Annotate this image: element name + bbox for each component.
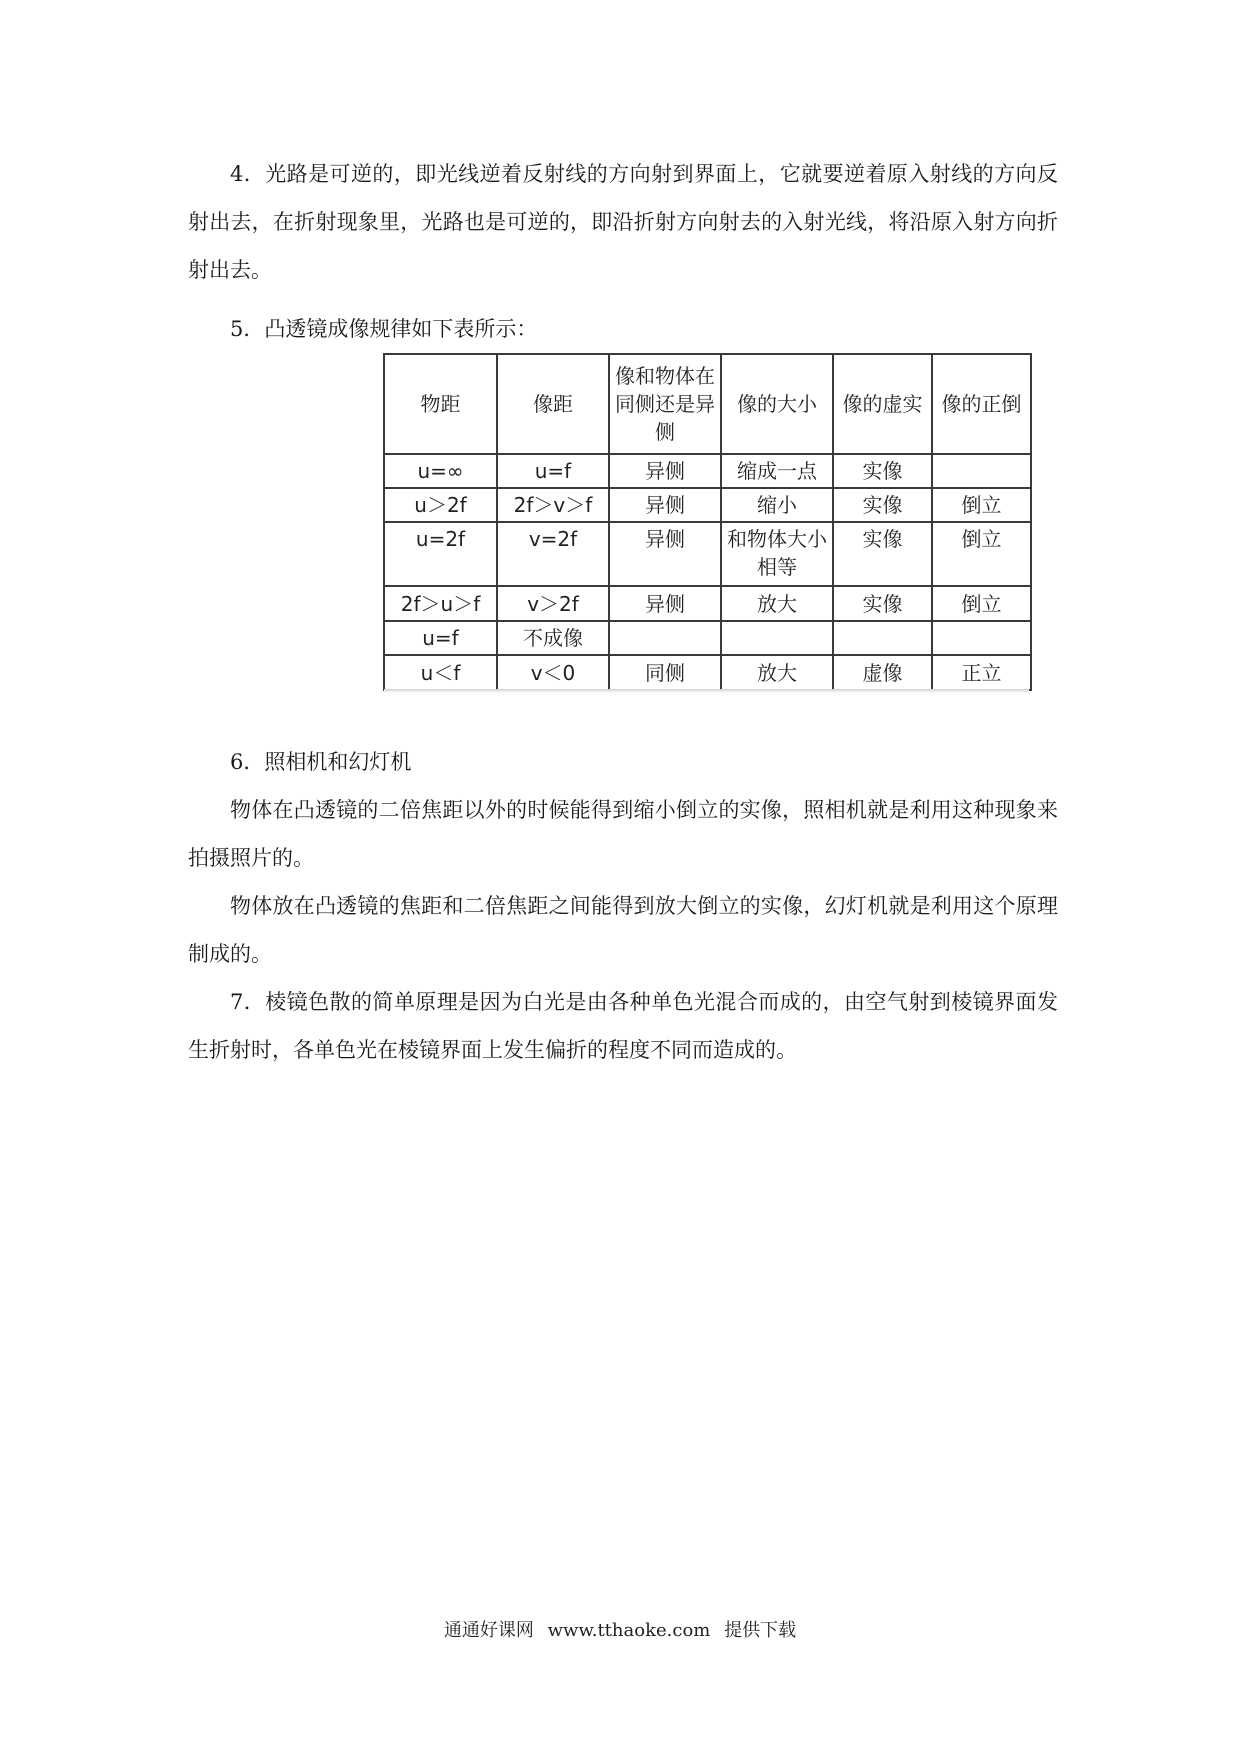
table-cell: u＜f xyxy=(384,655,497,690)
table-cell xyxy=(833,621,932,655)
footer-site-name: 通通好课网 xyxy=(443,1620,534,1641)
header-image-size: 像的大小 xyxy=(721,354,833,454)
paragraph-6-heading: 6．照相机和幻灯机 xyxy=(230,750,412,774)
header-side: 像和物体在同侧还是异侧 xyxy=(609,354,721,454)
table-cell: 异侧 xyxy=(609,454,721,488)
table-cell: 异侧 xyxy=(609,586,721,621)
table-cell xyxy=(721,621,833,655)
table-cell: v=2f xyxy=(497,522,609,586)
table-shadow xyxy=(384,689,1029,693)
table-cell: u=f xyxy=(384,621,497,655)
header-real-virtual: 像的虚实 xyxy=(833,354,932,454)
table-cell: 虚像 xyxy=(833,655,932,690)
table-header-row xyxy=(384,354,1031,454)
header-object-distance: 物距 xyxy=(384,354,497,454)
table-cell: 实像 xyxy=(833,522,932,586)
table-cell: u=∞ xyxy=(384,454,497,488)
table-cell: u＞2f xyxy=(384,488,497,522)
table-cell: 缩小 xyxy=(721,488,833,522)
table-cell: 实像 xyxy=(833,488,932,522)
convex-lens-imaging-table xyxy=(383,353,1032,691)
table-cell xyxy=(932,454,1031,488)
table-row xyxy=(384,655,1031,690)
table-row xyxy=(384,621,1031,655)
footer-url: www.tthaoke.com xyxy=(547,1620,711,1641)
table-cell: u=f xyxy=(497,454,609,488)
table-cell: 缩成一点 xyxy=(721,454,833,488)
table-cell: 实像 xyxy=(833,586,932,621)
header-orientation: 像的正倒 xyxy=(932,354,1031,454)
table-cell xyxy=(932,621,1031,655)
table-cell: v＞2f xyxy=(497,586,609,621)
table-cell: 倒立 xyxy=(932,586,1031,621)
table-cell: 放大 xyxy=(721,655,833,690)
paragraph-4: 4．光路是可逆的，即光线逆着反射线的方向射到界面上，它就要逆着原入射线的方向反射出去，在折射现象里，光路也是可逆的，即沿折射方向射去的入射光线，将沿原入射方向折射出去。 xyxy=(188,162,1058,282)
table-cell: 正立 xyxy=(932,655,1031,690)
table-cell: 2f＞u＞f xyxy=(384,586,497,621)
table-cell: v＜0 xyxy=(497,655,609,690)
table-cell xyxy=(609,621,721,655)
table-cell: 同侧 xyxy=(609,655,721,690)
table-cell: 放大 xyxy=(721,586,833,621)
table-cell: 实像 xyxy=(833,454,932,488)
page-footer xyxy=(0,1616,1240,1642)
paragraph-7: 7．棱镜色散的简单原理是因为白光是由各种单色光混合而成的，由空气射到棱镜界面发生折射时，各单色光在棱镜界面上发生偏折的程度不同而造成的。 xyxy=(188,990,1058,1062)
table-cell: 倒立 xyxy=(932,522,1031,586)
table-row xyxy=(384,454,1031,488)
header-image-distance: 像距 xyxy=(497,354,609,454)
table-cell: 倒立 xyxy=(932,488,1031,522)
paragraph-6-camera: 物体在凸透镜的二倍焦距以外的时候能得到缩小倒立的实像，照相机就是利用这种现象来拍摄照片的。 xyxy=(188,798,1058,870)
table-cell: 不成像 xyxy=(497,621,609,655)
table-row xyxy=(384,586,1031,621)
table-cell: u=2f xyxy=(384,522,497,586)
table-row xyxy=(384,522,1031,586)
table-cell: 和物体大小相等 xyxy=(721,522,833,586)
table-cell: 异侧 xyxy=(609,522,721,586)
paragraph-6-projector: 物体放在凸透镜的焦距和二倍焦距之间能得到放大倒立的实像，幻灯机就是利用这个原理制成的。 xyxy=(188,894,1058,966)
table-row xyxy=(384,488,1031,522)
footer-suffix: 提供下载 xyxy=(724,1620,797,1641)
paragraph-5: 5．凸透镜成像规律如下表所示： xyxy=(230,317,538,341)
table-cell: 异侧 xyxy=(609,488,721,522)
table-cell: 2f＞v＞f xyxy=(497,488,609,522)
